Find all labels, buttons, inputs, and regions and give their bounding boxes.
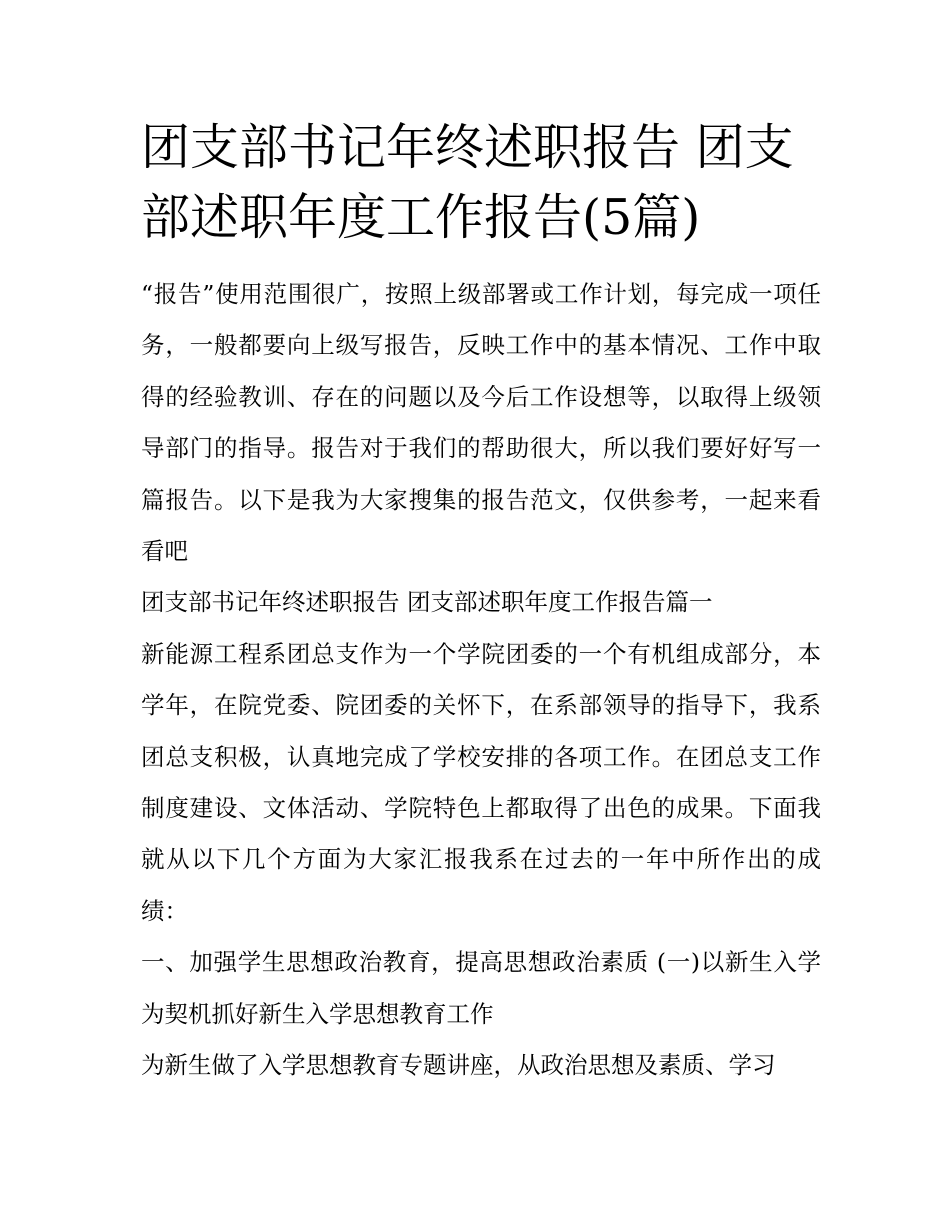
subsection-heading: 一、加强学生思想政治教育，提高思想政治素质 (一)以新生入学为契机抓好新生入学思想教育工作 xyxy=(141,948,821,1028)
body-paragraph: 新能源工程系团总支作为一个学院团委的一个有机组成部分，本学年，在院党委、院团委的关怀下，在系部领导的指导下，我系团总支积极，认真地完成了学校安排的各项工作。在团总支工作制度建设、文体活动、学院特色上都取得了出色的成果。下面我就从以下几个方面为大家汇报我系在过去的一年中所作出的成绩： xyxy=(141,639,821,925)
section-heading: 团支部书记年终述职报告 团支部述职年度工作报告篇一 xyxy=(141,588,713,617)
body-paragraph-continued: 为新生做了入学思想教育专题讲座，从政治思想及素质、学习 xyxy=(141,1051,776,1080)
document-body xyxy=(141,113,821,1092)
document-title: 团支部书记年终述职报告 团支部述职年度工作报告(5篇) xyxy=(141,119,794,246)
intro-paragraph: “报告”使用范围很广，按照上级部署或工作计划，每完成一项任务，一般都要向上级写报告，反映工作中的基本情况、工作中取得的经验教训、存在的问题以及今后工作设想等，以取得上级领导部门的指导。报告对于我们的帮助很大，所以我们要好好写一篇报告。以下是我为大家搜集的报告范文，仅供参考，一起来看看吧 xyxy=(141,280,821,566)
